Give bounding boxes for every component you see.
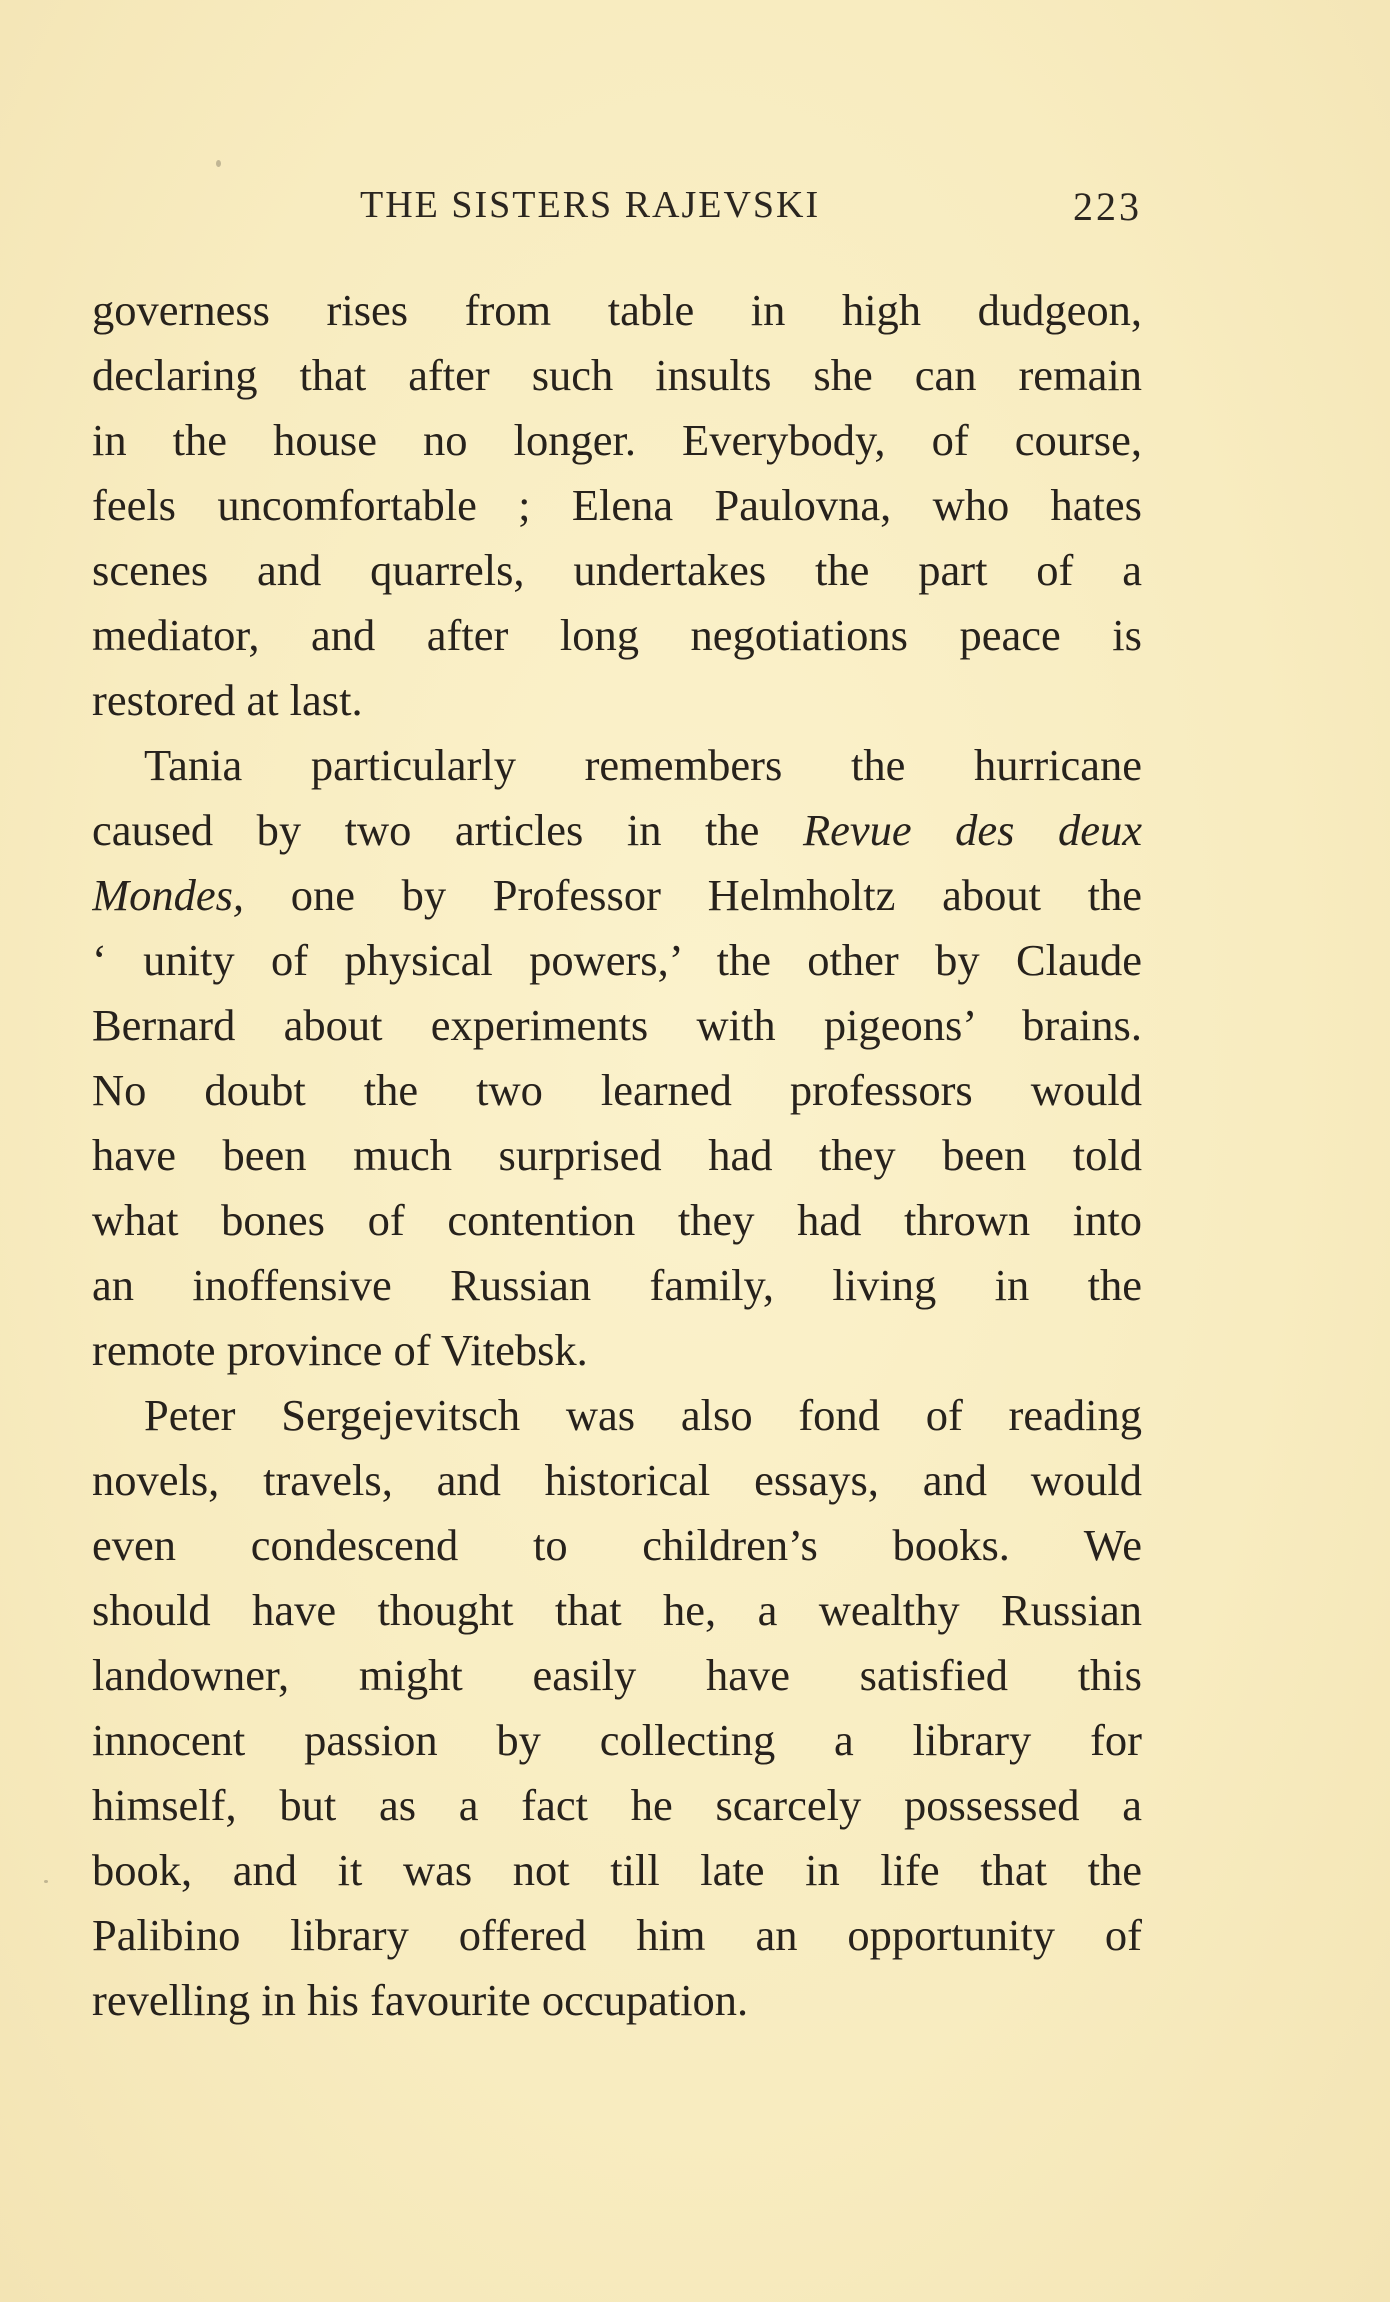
text-line: himself, but as a fact he scarcely possessed a (92, 1780, 1142, 1830)
text-line: remote province of Vitebsk. (92, 1325, 588, 1375)
text-line: should have thought that he, a wealthy Russian (92, 1585, 1142, 1635)
text-segment: caused by two articles in the (92, 805, 803, 855)
text-line: ‘ unity of physical powers,’ the other by Claude (92, 935, 1142, 985)
paper-speck (44, 1880, 48, 1883)
italic-title: Revue des deux (802, 805, 1142, 855)
text-segment: one by Professor Helmholtz about the (244, 870, 1142, 920)
running-title: THE SISTERS RAJEVSKI (360, 184, 821, 226)
text-line: No doubt the two learned professors would (92, 1065, 1142, 1115)
text-line: novels, travels, and historical essays, and would (92, 1455, 1142, 1505)
italic-title: Mondes, (92, 870, 245, 920)
text-line: restored at last. (92, 675, 363, 725)
page-number: 223 (1073, 184, 1142, 229)
text-line: what bones of contention they had thrown into (92, 1195, 1142, 1245)
text-line: governess rises from table in high dudgeon, (92, 285, 1142, 335)
text-line: have been much surprised had they been told (92, 1130, 1142, 1180)
text-line: Tania particularly remembers the hurricane (144, 740, 1142, 790)
text-line: revelling in his favourite occupation. (92, 1975, 749, 2025)
text-line: Bernard about experiments with pigeons’ brains. (92, 1000, 1142, 1050)
paper-speck (216, 160, 221, 167)
text-line: Peter Sergejevitsch was also fond of reading (144, 1390, 1142, 1440)
text-line: declaring that after such insults she can remain (92, 350, 1142, 400)
text-line: in the house no longer. Everybody, of course, (92, 415, 1142, 465)
text-line: feels uncomfortable ; Elena Paulovna, who hates (92, 480, 1142, 530)
text-line: an inoffensive Russian family, living in the (92, 1260, 1142, 1310)
text-line (92, 798, 1142, 863)
text-line: innocent passion by collecting a library for (92, 1715, 1142, 1765)
text-line: landowner, might easily have satisfied this (92, 1650, 1142, 1700)
text-line: Palibino library offered him an opportunity of (92, 1910, 1142, 1960)
page-header (92, 183, 1142, 243)
text-line: mediator, and after long negotiations peace is (92, 610, 1142, 660)
text-line: even condescend to children’s books. We (92, 1520, 1142, 1570)
text-line (92, 863, 1142, 928)
body-text (92, 278, 1142, 2033)
text-line: book, and it was not till late in life that the (92, 1845, 1142, 1895)
text-line: scenes and quarrels, undertakes the part of a (92, 545, 1142, 595)
